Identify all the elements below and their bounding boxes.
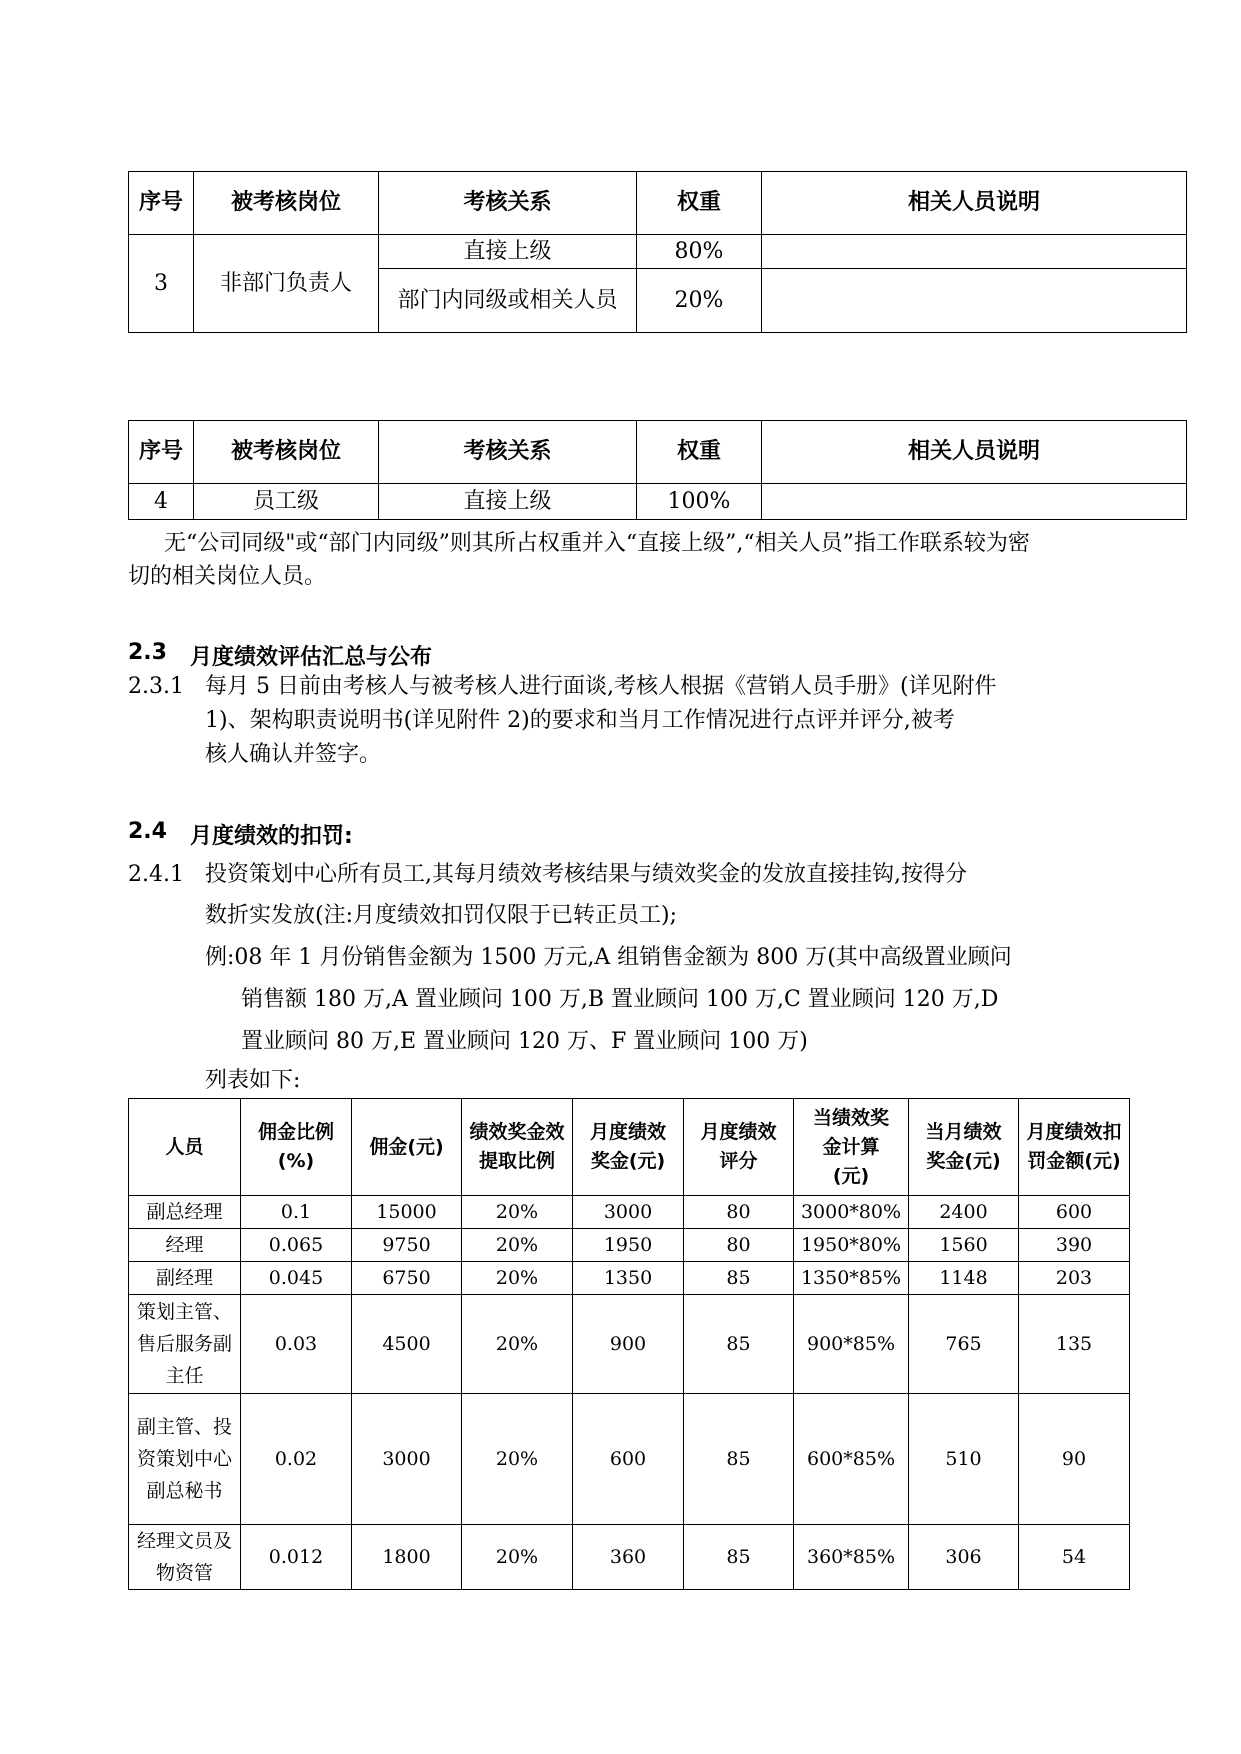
score-cell: 80 — [684, 1196, 794, 1229]
assessment-table-2 — [128, 420, 1187, 520]
extraction-cell: 20% — [462, 1525, 573, 1590]
score-cell: 85 — [684, 1262, 794, 1295]
actual-cell: 306 — [909, 1525, 1019, 1590]
staff-cell: 经理文员及物资管 — [129, 1525, 241, 1590]
score-cell: 80 — [684, 1229, 794, 1262]
table-header-row — [129, 1099, 1130, 1196]
deduction-cell: 203 — [1019, 1262, 1130, 1295]
header-relation: 考核关系 — [379, 172, 637, 235]
rate-cell: 0.065 — [241, 1229, 352, 1262]
extraction-cell: 20% — [462, 1295, 573, 1394]
commission-cell: 4500 — [352, 1295, 462, 1394]
header-staff: 人员 — [129, 1099, 241, 1196]
staff-cell: 副主管、投资策划中心副总秘书 — [129, 1394, 241, 1525]
item-line-3: 核人确认并签字。 — [205, 742, 382, 767]
header-note: 相关人员说明 — [762, 421, 1187, 484]
score-cell: 85 — [684, 1525, 794, 1590]
calc-cell: 3000*80% — [794, 1196, 909, 1229]
relation-cell: 部门内同级或相关人员 — [379, 269, 637, 333]
table-row — [129, 1196, 1130, 1229]
deduction-cell: 390 — [1019, 1229, 1130, 1262]
list-intro: 列表如下: — [205, 1068, 301, 1093]
table-row — [129, 1295, 1130, 1394]
rate-cell: 0.03 — [241, 1295, 352, 1394]
table-header-row — [129, 421, 1187, 484]
extraction-cell: 20% — [462, 1262, 573, 1295]
header-weight: 权重 — [637, 172, 762, 235]
table-row — [129, 1262, 1130, 1295]
item-number: 2.4.1 — [128, 862, 184, 887]
note-cell — [762, 484, 1187, 520]
bonus-cell: 1950 — [573, 1229, 684, 1262]
note-cell — [762, 235, 1187, 269]
deduction-cell: 90 — [1019, 1394, 1130, 1525]
header-extraction-rate: 绩效奖金效提取比例 — [462, 1099, 573, 1196]
score-cell: 85 — [684, 1295, 794, 1394]
calc-cell: 1950*80% — [794, 1229, 909, 1262]
header-deduction: 月度绩效扣罚金额(元) — [1019, 1099, 1130, 1196]
note-line-1: 无“公司同级"或“部门内同级”则其所占权重并入“直接上级”,“相关人员”指工作联系较为密 — [164, 531, 1030, 556]
section-title: 月度绩效评估汇总与公布 — [190, 645, 433, 670]
actual-cell: 1560 — [909, 1229, 1019, 1262]
score-cell: 85 — [684, 1394, 794, 1525]
bonus-cell: 600 — [573, 1394, 684, 1525]
relation-cell: 直接上级 — [379, 484, 637, 520]
header-note: 相关人员说明 — [762, 172, 1187, 235]
relation-cell: 直接上级 — [379, 235, 637, 269]
bonus-table — [128, 1098, 1130, 1590]
item-line-2: 数折实发放(注:月度绩效扣罚仅限于已转正员工); — [205, 903, 677, 928]
header-relation: 考核关系 — [379, 421, 637, 484]
weight-cell: 20% — [637, 269, 762, 333]
table-row — [129, 1229, 1130, 1262]
actual-cell: 2400 — [909, 1196, 1019, 1229]
commission-cell: 6750 — [352, 1262, 462, 1295]
deduction-cell: 135 — [1019, 1295, 1130, 1394]
extraction-cell: 20% — [462, 1196, 573, 1229]
weight-cell: 80% — [637, 235, 762, 269]
staff-cell: 副经理 — [129, 1262, 241, 1295]
header-bonus-calc: 当绩效奖金计算(元) — [794, 1099, 909, 1196]
header-position: 被考核岗位 — [194, 421, 379, 484]
extraction-cell: 20% — [462, 1229, 573, 1262]
weight-cell: 100% — [637, 484, 762, 520]
header-position: 被考核岗位 — [194, 172, 379, 235]
item-number: 2.3.1 — [128, 674, 184, 699]
note-cell — [762, 269, 1187, 333]
staff-cell: 经理 — [129, 1229, 241, 1262]
header-seq: 序号 — [129, 421, 194, 484]
commission-cell: 9750 — [352, 1229, 462, 1262]
commission-cell: 3000 — [352, 1394, 462, 1525]
seq-cell: 3 — [129, 235, 194, 333]
header-monthly-bonus: 月度绩效奖金(元) — [573, 1099, 684, 1196]
commission-cell: 1800 — [352, 1525, 462, 1590]
section-number: 2.4 — [128, 819, 167, 844]
extraction-cell: 20% — [462, 1394, 573, 1525]
note-line-2: 切的相关岗位人员。 — [128, 564, 327, 589]
header-commission-rate: 佣金比例(%) — [241, 1099, 352, 1196]
header-seq: 序号 — [129, 172, 194, 235]
actual-cell: 765 — [909, 1295, 1019, 1394]
assessment-table-1 — [128, 171, 1187, 333]
table-row — [129, 484, 1187, 520]
header-commission: 佣金(元) — [352, 1099, 462, 1196]
commission-cell: 15000 — [352, 1196, 462, 1229]
bonus-cell: 1350 — [573, 1262, 684, 1295]
calc-cell: 600*85% — [794, 1394, 909, 1525]
example-line-3: 置业顾问 80 万,E 置业顾问 120 万、F 置业顾问 100 万) — [241, 1029, 808, 1054]
calc-cell: 1350*85% — [794, 1262, 909, 1295]
section-number: 2.3 — [128, 640, 167, 665]
item-line-2: 1)、架构职责说明书(详见附件 2)的要求和当月工作情况进行点评并评分,被考 — [205, 708, 955, 733]
deduction-cell: 54 — [1019, 1525, 1130, 1590]
calc-cell: 900*85% — [794, 1295, 909, 1394]
table-row — [129, 235, 1187, 269]
calc-cell: 360*85% — [794, 1525, 909, 1590]
bonus-cell: 900 — [573, 1295, 684, 1394]
rate-cell: 0.012 — [241, 1525, 352, 1590]
staff-cell: 副总经理 — [129, 1196, 241, 1229]
deduction-cell: 600 — [1019, 1196, 1130, 1229]
item-line-1: 投资策划中心所有员工,其每月绩效考核结果与绩效奖金的发放直接挂钩,按得分 — [205, 862, 967, 887]
position-cell: 非部门负责人 — [194, 235, 379, 333]
example-line-2: 销售额 180 万,A 置业顾问 100 万,B 置业顾问 100 万,C 置业顾问 120 万,D — [241, 987, 999, 1012]
rate-cell: 0.02 — [241, 1394, 352, 1525]
table-row — [129, 1525, 1130, 1590]
table-row — [129, 1394, 1130, 1525]
bonus-cell: 3000 — [573, 1196, 684, 1229]
rate-cell: 0.045 — [241, 1262, 352, 1295]
item-line-1: 每月 5 日前由考核人与被考核人进行面谈,考核人根据《营销人员手册》(详见附件 — [205, 674, 997, 699]
staff-cell: 策划主管、售后服务副主任 — [129, 1295, 241, 1394]
seq-cell: 4 — [129, 484, 194, 520]
header-weight: 权重 — [637, 421, 762, 484]
header-actual-bonus: 当月绩效奖金(元) — [909, 1099, 1019, 1196]
header-score: 月度绩效评分 — [684, 1099, 794, 1196]
position-cell: 员工级 — [194, 484, 379, 520]
table-header-row — [129, 172, 1187, 235]
bonus-cell: 360 — [573, 1525, 684, 1590]
actual-cell: 510 — [909, 1394, 1019, 1525]
example-line-1: 例:08 年 1 月份销售金额为 1500 万元,A 组销售金额为 800 万(其中高级置业顾问 — [205, 945, 1012, 970]
section-title: 月度绩效的扣罚: — [190, 824, 353, 849]
actual-cell: 1148 — [909, 1262, 1019, 1295]
rate-cell: 0.1 — [241, 1196, 352, 1229]
